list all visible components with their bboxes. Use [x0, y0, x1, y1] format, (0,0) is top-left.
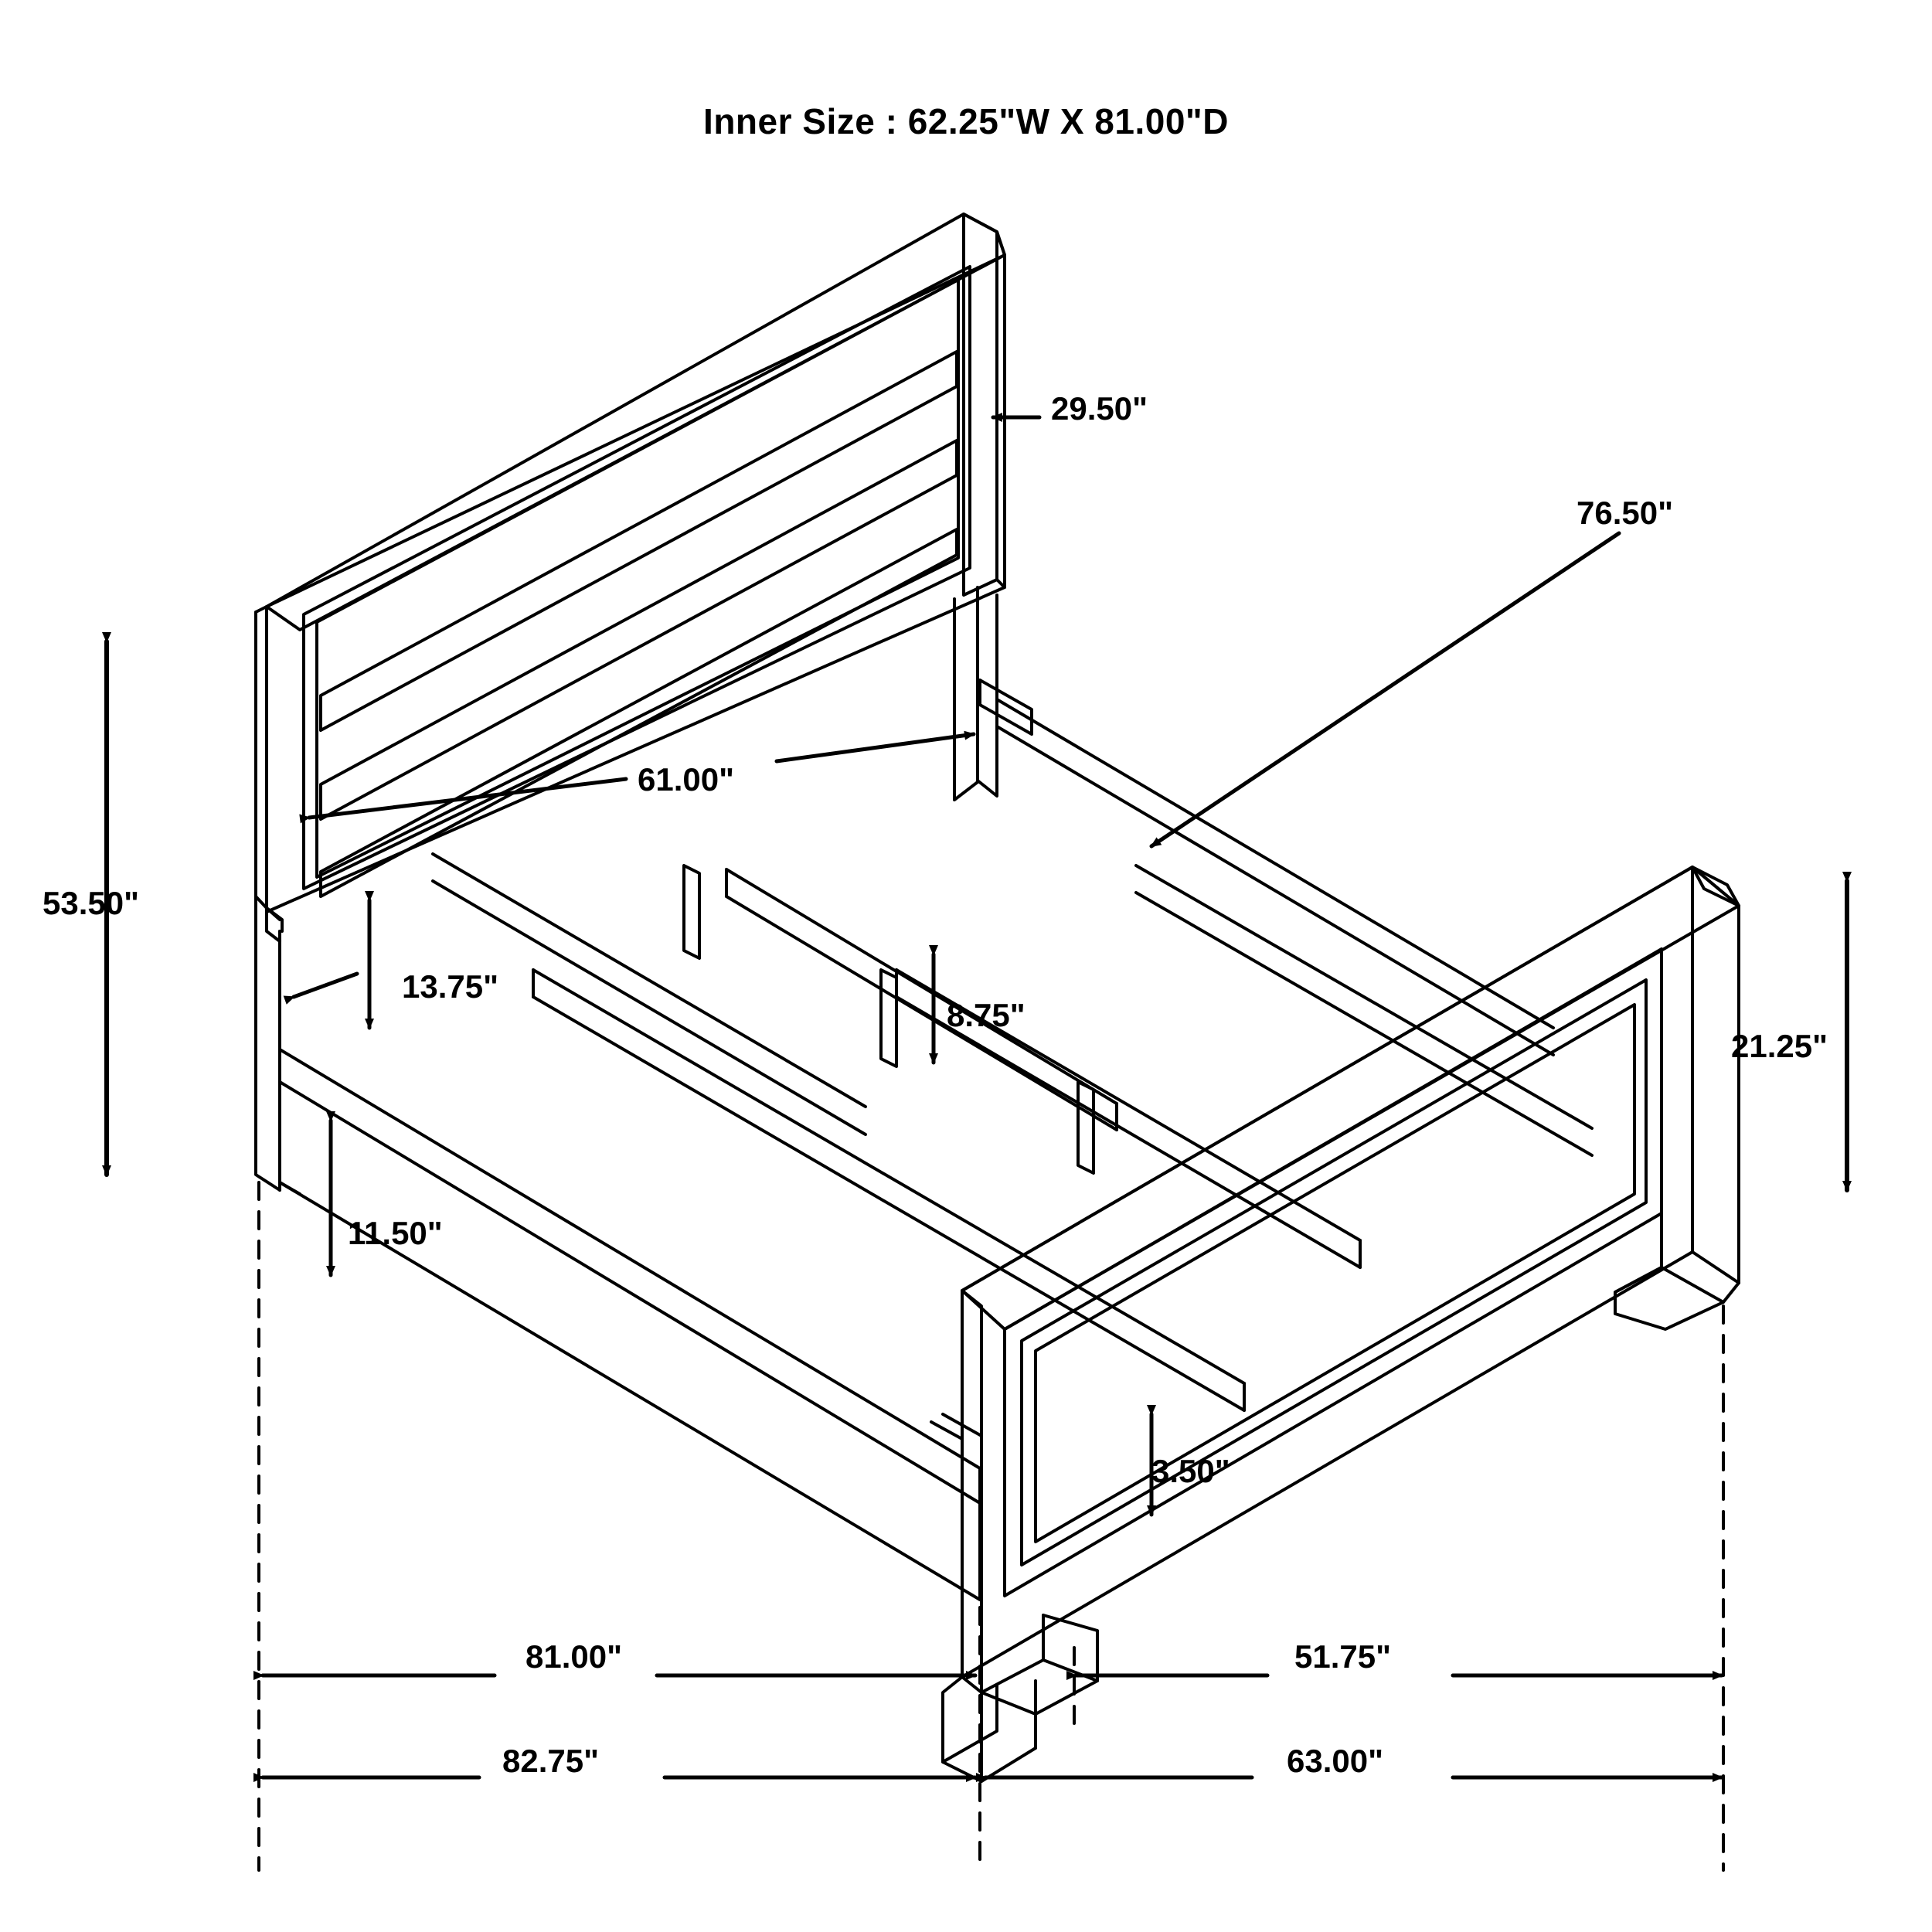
dim-label-inner-length: 81.00" [526, 1638, 623, 1675]
dim-label-footboard-foot-height: 3.50" [1151, 1453, 1230, 1489]
page-title: Inner Size : 62.25"W X 81.00"D [703, 101, 1229, 141]
dim-label-headboard-clearance: 13.75" [402, 968, 499, 1005]
dim-label-footboard-panel-height: 21.25" [1731, 1028, 1828, 1064]
dim-label-inner-width: 51.75" [1294, 1638, 1392, 1675]
dim-label-overall-width: 63.00" [1287, 1743, 1384, 1779]
dim-label-overall-length: 82.75" [502, 1743, 600, 1779]
dim-label-side-rail-length: 76.50" [1577, 495, 1674, 531]
dim-label-rail-height: 11.50" [348, 1215, 443, 1251]
dim-label-overall-height: 53.50" [43, 885, 140, 921]
dim-label-headboard-panel-height: 29.50" [1051, 390, 1148, 427]
dim-label-headboard-inner-width: 61.00" [638, 761, 735, 798]
dim-label-slat-support-height: 8.75" [947, 997, 1026, 1033]
